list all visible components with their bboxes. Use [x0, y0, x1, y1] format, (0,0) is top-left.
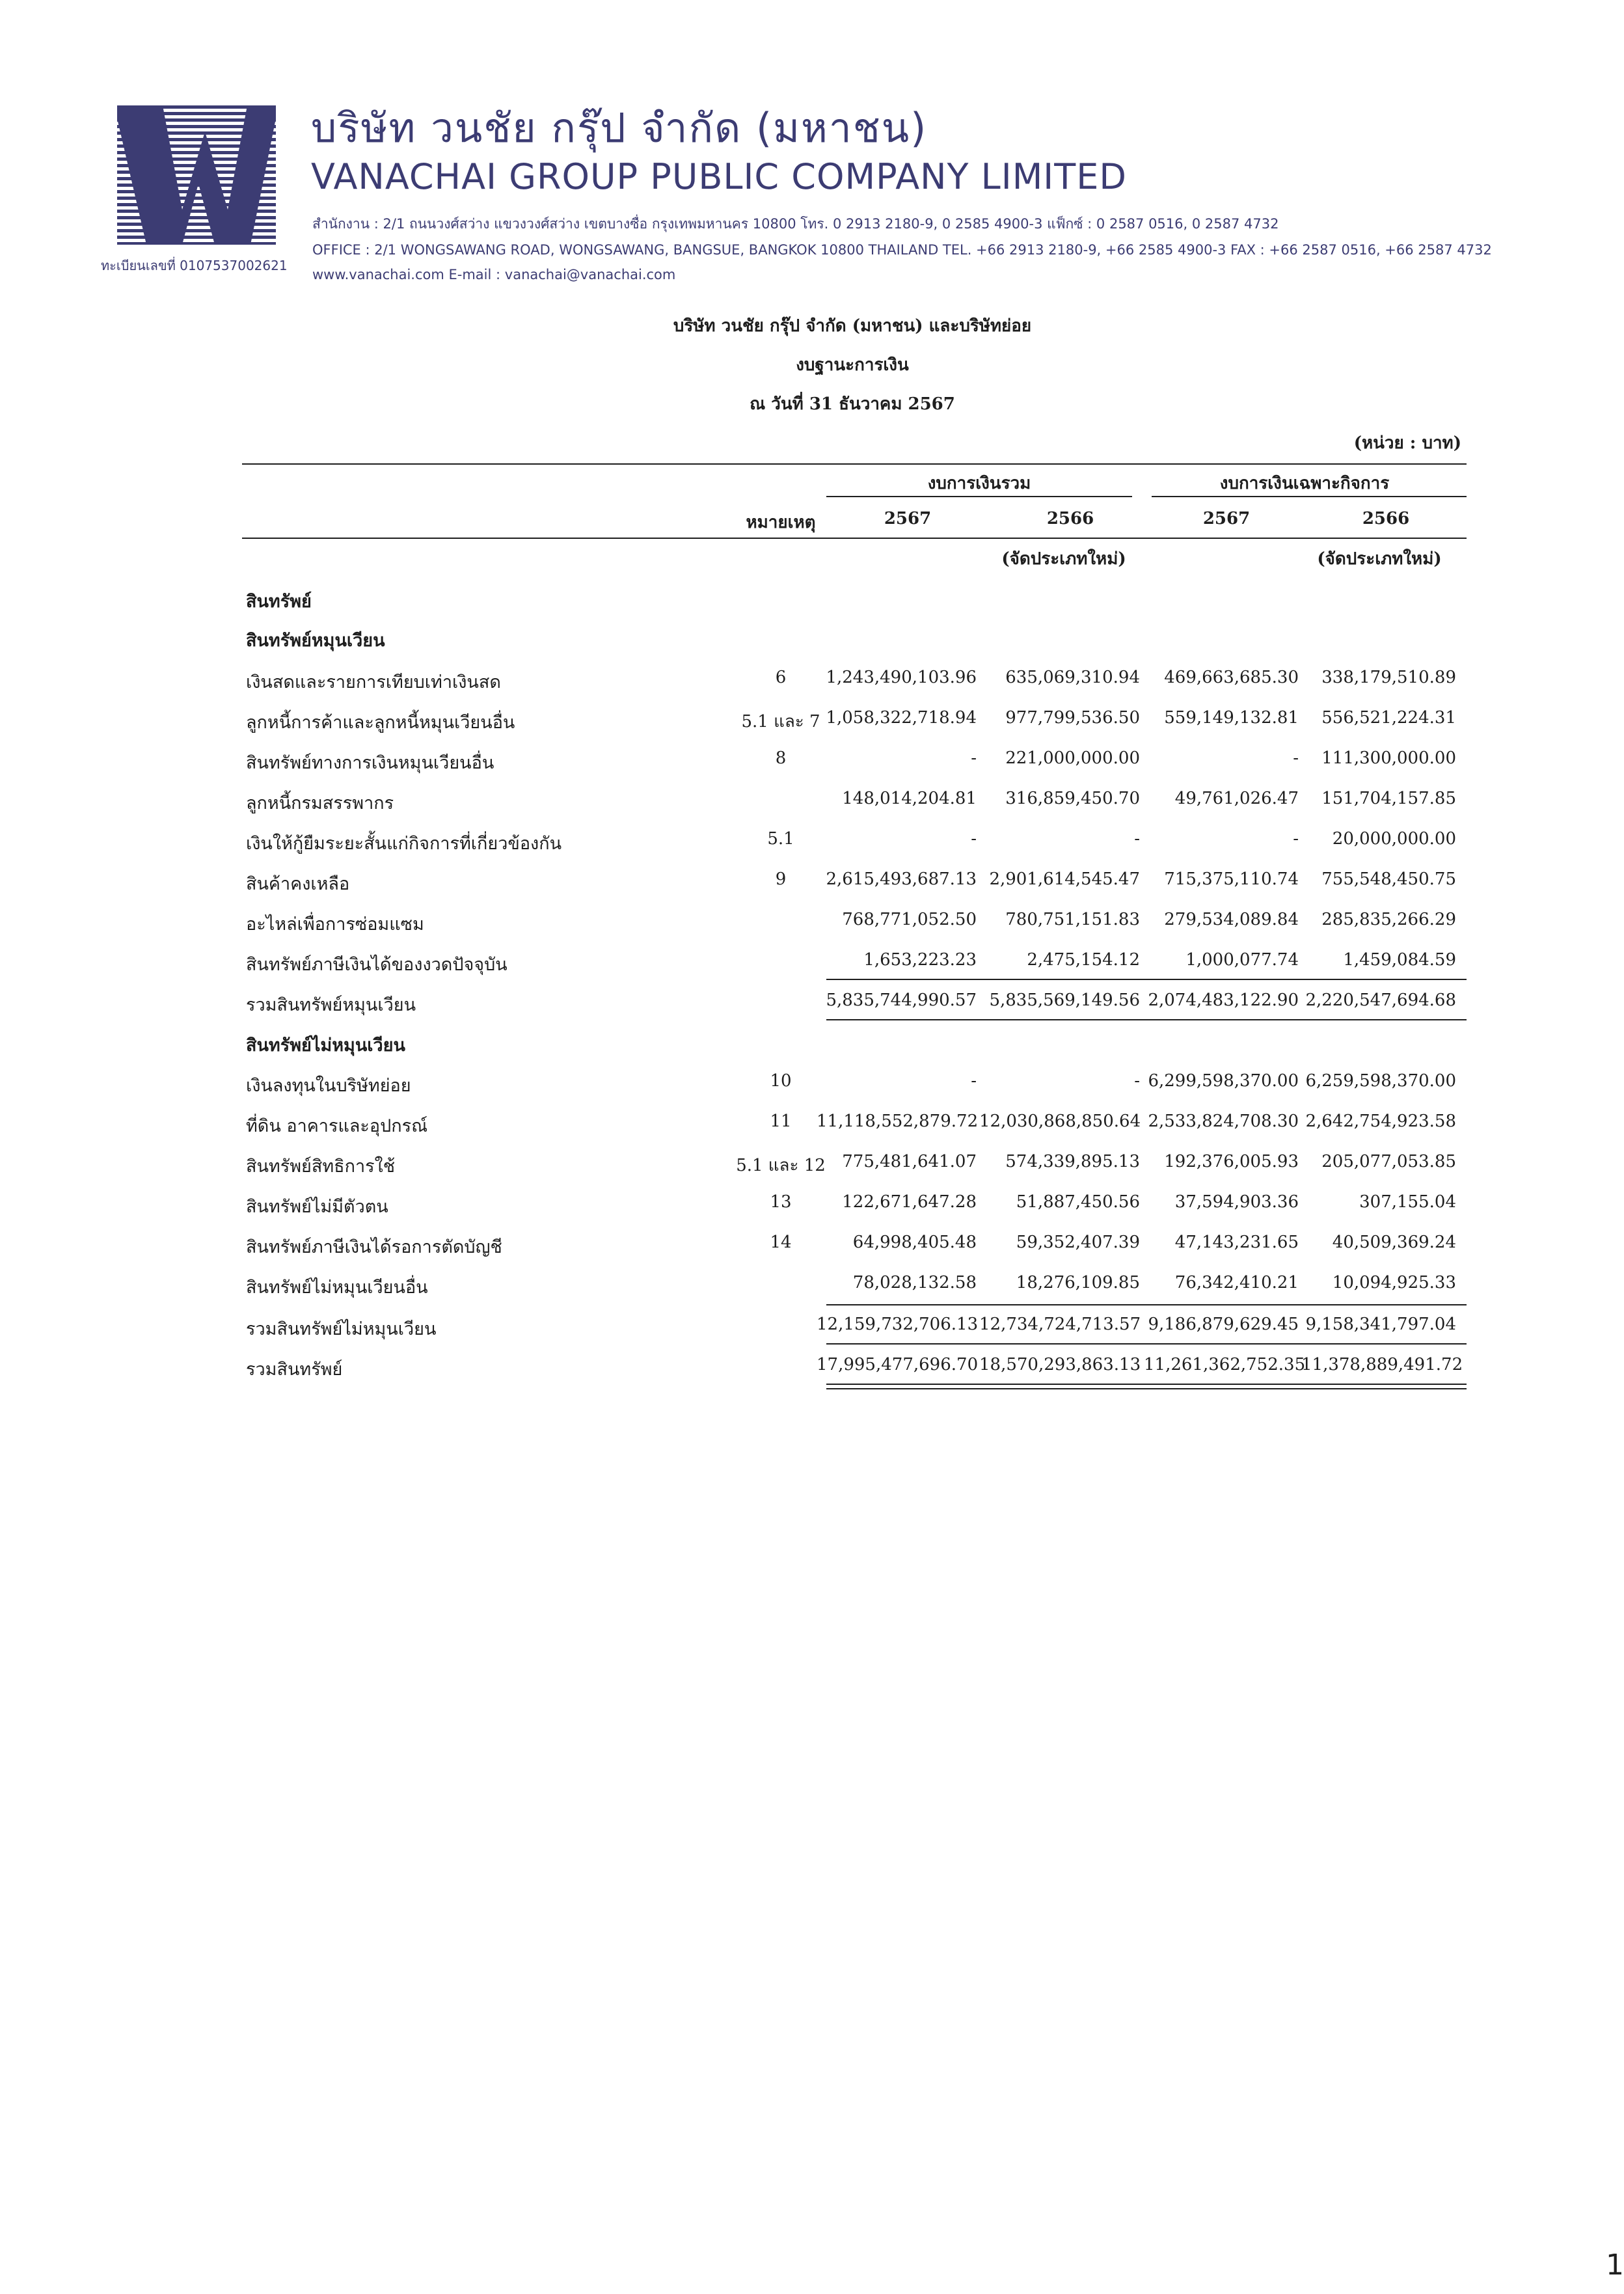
address-english: OFFICE : 2/1 WONGSAWANG ROAD, WONGSAWANG, BANGSUE, BANGKOK 10800 THAILAND TEL. +66 2913 2180-9, +66 2585 4900-3 FAX : +66 2587 0516, +66 2587 4732: [312, 242, 1492, 258]
row-label: สินทรัพย์: [246, 592, 312, 612]
row-label: สินทรัพย์ภาษีเงินได้ของงวดปัจจุบัน: [246, 955, 508, 975]
row-note: 8: [775, 748, 787, 768]
header-bottom-rule: [242, 538, 1467, 539]
cell-2567-separate: 2,533,824,708.30: [1148, 1112, 1299, 1131]
cell-2566-consolidated: 12,734,724,713.57: [979, 1315, 1141, 1334]
header-consolidated: งบการเงินรวม: [927, 474, 1031, 493]
cell-2566-consolidated: 2,901,614,545.47: [989, 869, 1140, 889]
cell-2567-consolidated: 2,615,493,687.13: [826, 869, 977, 889]
cell-2566-consolidated: 635,069,310.94: [1005, 668, 1140, 687]
cell-2566-separate: 338,179,510.89: [1321, 668, 1456, 687]
row-label: ลูกหนี้การค้าและลูกหนี้หมุนเวียนอื่น: [246, 713, 515, 733]
cell-2567-separate: 279,534,089.84: [1164, 910, 1299, 929]
cell-2567-consolidated: 12,159,732,706.13: [817, 1315, 979, 1334]
cell-2567-consolidated: 78,028,132.58: [852, 1273, 977, 1292]
table-row: [0, 579, 1624, 618]
company-name-english: VANACHAI GROUP PUBLIC COMPANY LIMITED: [311, 156, 1127, 197]
cell-2566-consolidated: 977,799,536.50: [1005, 708, 1140, 728]
cell-2566-consolidated: 59,352,407.39: [1016, 1233, 1140, 1252]
table-row: [0, 1347, 1624, 1386]
cell-2566-consolidated: 51,887,450.56: [1016, 1192, 1140, 1212]
cell-2566-separate: 151,704,157.85: [1321, 789, 1456, 808]
cell-2566-consolidated: 18,276,109.85: [1016, 1273, 1140, 1292]
cell-2566-consolidated: 18,570,293,863.13: [979, 1355, 1141, 1374]
cell-2567-separate: 2,074,483,122.90: [1148, 990, 1299, 1010]
cell-2567-consolidated: 775,481,641.07: [842, 1152, 977, 1171]
cell-2567-separate: 37,594,903.36: [1174, 1192, 1299, 1212]
cell-2566-consolidated: 316,859,450.70: [1005, 789, 1140, 808]
cell-2567-separate: -: [1293, 829, 1299, 849]
cell-2567-separate: 192,376,005.93: [1164, 1152, 1299, 1171]
separate-underline: [1152, 496, 1467, 497]
cell-2566-consolidated: -: [1134, 1071, 1140, 1091]
row-label: สินทรัพย์ภาษีเงินได้รอการตัดบัญชี: [246, 1237, 502, 1257]
subtotal-rule-bottom: [826, 1343, 1467, 1345]
cell-2567-consolidated: 768,771,052.50: [842, 910, 977, 929]
header-restated-consolidated: (จัดประเภทใหม่): [1001, 549, 1126, 569]
cell-2567-consolidated: 1,058,322,718.94: [826, 708, 977, 728]
header-2566-consolidated: 2566: [1046, 509, 1094, 528]
row-label: รวมสินทรัพย์หมุนเวียน: [246, 995, 416, 1015]
cell-2566-separate: 10,094,925.33: [1332, 1273, 1456, 1292]
contact-web-email: www.vanachai.com E-mail : vanachai@vanachai.com: [312, 267, 676, 282]
row-note: 14: [770, 1233, 792, 1252]
header-note: หมายเหตุ: [746, 513, 816, 532]
cell-2567-consolidated: 17,995,477,696.70: [817, 1355, 979, 1374]
table-row: [0, 1307, 1624, 1346]
row-label: อะไหล่เพื่อการซ่อมแซม: [246, 914, 424, 935]
row-label: ที่ดิน อาคารและอุปกรณ์: [246, 1116, 428, 1136]
table-row: [0, 618, 1624, 657]
table-row: [0, 1063, 1624, 1102]
row-label: เงินให้กู้ยืมระยะสั้นแก่กิจการที่เกี่ยวข้องกัน: [246, 834, 562, 854]
table-row: [0, 1184, 1624, 1223]
company-logo: [117, 105, 276, 245]
row-label: สินทรัพย์ทางการเงินหมุนเวียนอื่น: [246, 753, 494, 773]
subtotal-rule-top: [826, 1304, 1467, 1305]
cell-2566-consolidated: 780,751,151.83: [1005, 910, 1140, 929]
total-double-rule-2: [826, 1388, 1467, 1389]
cell-2567-separate: 559,149,132.81: [1164, 708, 1299, 728]
row-note: 6: [775, 668, 787, 687]
cell-2566-consolidated: 12,030,868,850.64: [979, 1112, 1141, 1131]
cell-2566-consolidated: 221,000,000.00: [1005, 748, 1140, 768]
cell-2566-consolidated: 574,339,895.13: [1005, 1152, 1140, 1171]
table-row: [0, 983, 1624, 1022]
table-row: [0, 781, 1624, 820]
table-row: [0, 1265, 1624, 1304]
row-label: สินทรัพย์สิทธิการใช้: [246, 1156, 396, 1177]
table-row: [0, 1104, 1624, 1143]
w-logo-icon: [117, 105, 276, 245]
cell-2567-separate: 76,342,410.21: [1174, 1273, 1299, 1292]
subtotal-rule-bottom: [826, 1019, 1467, 1020]
cell-2567-separate: 6,299,598,370.00: [1148, 1071, 1299, 1091]
row-label: สินทรัพย์ไม่มีตัวตน: [246, 1197, 388, 1217]
row-label: ลูกหนี้กรมสรรพากร: [246, 793, 394, 813]
cell-2566-separate: 285,835,266.29: [1321, 910, 1456, 929]
header-2566-separate: 2566: [1362, 509, 1410, 528]
cell-2566-separate: 755,548,450.75: [1321, 869, 1456, 889]
row-note: 5.1: [767, 829, 794, 849]
cell-2567-consolidated: 64,998,405.48: [852, 1233, 977, 1252]
row-label: เงินสดและรายการเทียบเท่าเงินสด: [246, 672, 501, 692]
statement-date: ณ วันที่ 31 ธันวาคม 2567: [750, 394, 955, 414]
unit-label: (หน่วย : บาท): [1353, 433, 1461, 453]
statement-title: งบฐานะการเงิน: [796, 355, 909, 375]
cell-2567-separate: 47,143,231.65: [1174, 1233, 1299, 1252]
table-row: [0, 1144, 1624, 1183]
header-separate: งบการเงินเฉพาะกิจการ: [1219, 474, 1390, 493]
row-label: สินทรัพย์หมุนเวียน: [246, 631, 385, 651]
row-label: สินค้าคงเหลือ: [246, 874, 350, 894]
cell-2566-consolidated: 2,475,154.12: [1027, 950, 1140, 970]
cell-2566-separate: 307,155.04: [1359, 1192, 1456, 1212]
address-thai: สำนักงาน : 2/1 ถนนวงศ์สว่าง แขวงวงศ์สว่าง เขตบางซื่อ กรุงเทพมหานคร 10800 โทร. 0 2913 2180-9, 0 2585 4900-3 แฟ็กซ์ : 0 2587 0516, 0 2587 4732: [312, 216, 1279, 232]
total-double-rule-1: [826, 1384, 1467, 1385]
header-restated-separate: (จัดประเภทใหม่): [1317, 549, 1442, 569]
cell-2567-separate: -: [1293, 748, 1299, 768]
table-row: [0, 862, 1624, 901]
table-row: [0, 660, 1624, 699]
table-row: [0, 942, 1624, 981]
table-row: [0, 821, 1624, 860]
cell-2567-separate: 715,375,110.74: [1164, 869, 1299, 889]
cell-2567-consolidated: 122,671,647.28: [842, 1192, 977, 1212]
row-label: รวมสินทรัพย์: [246, 1359, 343, 1380]
registration-number: ทะเบียนเลขที่ 0107537002621: [101, 258, 288, 273]
row-note: 11: [770, 1112, 792, 1131]
cell-2567-consolidated: -: [971, 748, 977, 768]
cell-2567-separate: 1,000,077.74: [1185, 950, 1299, 970]
cell-2567-separate: 49,761,026.47: [1174, 789, 1299, 808]
cell-2567-consolidated: -: [971, 1071, 977, 1091]
statement-title-company: บริษัท วนชัย กรุ๊ป จำกัด (มหาชน) และบริษัทย่อย: [673, 316, 1032, 336]
cell-2566-separate: 11,378,889,491.72: [1301, 1355, 1463, 1374]
page-number: 1: [1606, 2248, 1624, 2282]
header-2567-consolidated: 2567: [884, 509, 932, 528]
header-2567-separate: 2567: [1202, 509, 1251, 528]
cell-2567-separate: 11,261,362,752.35: [1144, 1355, 1306, 1374]
table-row: [0, 1225, 1624, 1264]
table-row: [0, 700, 1624, 739]
cell-2566-separate: 2,220,547,694.68: [1305, 990, 1456, 1010]
row-note: 5.1 และ 7: [741, 712, 820, 731]
cell-2566-separate: 40,509,369.24: [1332, 1233, 1456, 1252]
table-top-rule: [242, 463, 1467, 465]
cell-2567-consolidated: -: [971, 829, 977, 849]
row-note: 9: [775, 869, 787, 889]
cell-2566-separate: 111,300,000.00: [1321, 748, 1456, 768]
cell-2567-consolidated: 5,835,744,990.57: [826, 990, 977, 1010]
cell-2566-separate: 9,158,341,797.04: [1305, 1315, 1456, 1334]
cell-2567-consolidated: 148,014,204.81: [842, 789, 977, 808]
row-label: สินทรัพย์ไม่หมุนเวียน: [246, 1035, 405, 1056]
cell-2567-separate: 9,186,879,629.45: [1148, 1315, 1299, 1334]
cell-2567-consolidated: 11,118,552,879.72: [817, 1112, 979, 1131]
cell-2567-separate: 469,663,685.30: [1164, 668, 1299, 687]
cell-2566-separate: 556,521,224.31: [1321, 708, 1456, 728]
row-label: สินทรัพย์ไม่หมุนเวียนอื่น: [246, 1277, 428, 1298]
cell-2566-consolidated: 5,835,569,149.56: [989, 990, 1140, 1010]
cell-2567-consolidated: 1,243,490,103.96: [826, 668, 977, 687]
row-note: 13: [770, 1192, 792, 1212]
cell-2566-separate: 2,642,754,923.58: [1305, 1112, 1456, 1131]
table-row: [0, 741, 1624, 780]
cell-2566-separate: 205,077,053.85: [1321, 1152, 1456, 1171]
cell-2567-consolidated: 1,653,223.23: [863, 950, 977, 970]
cell-2566-separate: 20,000,000.00: [1332, 829, 1456, 849]
cell-2566-consolidated: -: [1134, 829, 1140, 849]
cell-2566-separate: 1,459,084.59: [1343, 950, 1456, 970]
consolidated-underline: [826, 496, 1132, 497]
company-name-thai: บริษัท วนชัย กรุ๊ป จำกัด (มหาชน): [311, 104, 928, 152]
table-row: [0, 902, 1624, 941]
row-label: เงินลงทุนในบริษัทย่อย: [246, 1076, 411, 1096]
row-label: รวมสินทรัพย์ไม่หมุนเวียน: [246, 1319, 437, 1339]
row-note: 10: [770, 1071, 792, 1091]
cell-2566-separate: 6,259,598,370.00: [1305, 1071, 1456, 1091]
table-row: [0, 1023, 1624, 1062]
subtotal-rule-top: [826, 979, 1467, 980]
row-note: 5.1 และ 12: [736, 1156, 826, 1175]
